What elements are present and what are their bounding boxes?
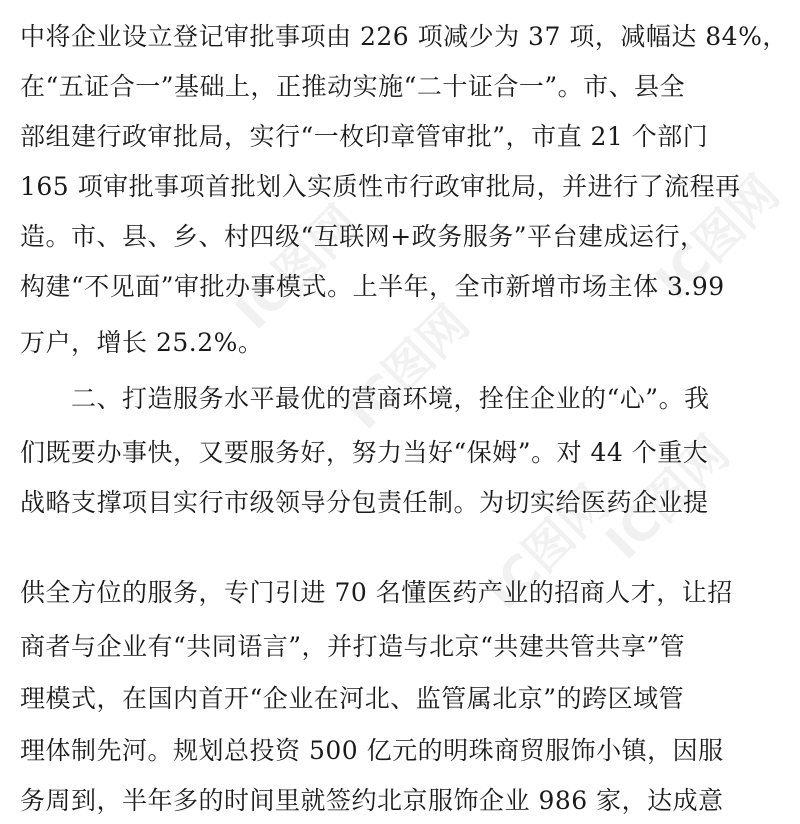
text-line: 部组建行政审批局，实行“一枚印章管审批”，市直 21 个部门: [20, 122, 709, 151]
text-line: 供全方位的服务，专门引进 70 名懂医药产业的招商人才，让招: [20, 578, 733, 607]
text-line: 商者与企业有“共同语言”，并打造与北京“共建共管共享”管: [20, 632, 686, 661]
text-line: 二、打造服务水平最优的营商环境，拴住企业的“心”。我: [20, 384, 710, 413]
text-line: 在“五证合一”基础上，正推动实施“二十证合一”。市、县全: [20, 72, 686, 101]
watermark: IC图网: [595, 425, 741, 571]
text-line: 165 项审批事项首批划入实质性市行政审批局，并进行了流程再: [20, 172, 741, 201]
text-line: 理模式，在国内首开“企业在河北、监管属北京”的跨区域管: [20, 684, 685, 713]
text-line: 务周到，半年多的时间里就签约北京服饰企业 986 家，达成意: [20, 786, 724, 815]
watermark: IC图网: [475, 475, 621, 621]
text-line: 万户，增长 25.2%。: [20, 328, 264, 357]
text-line: 战略支撑项目实行市级领导分包责任制。为切实给医药企业提: [20, 488, 709, 517]
text-line: 造。市、县、乡、村四级“互联网+政务服务”平台建成运行，: [20, 222, 706, 251]
watermark: IC图网: [335, 295, 481, 441]
text-line: 理体制先河。规划总投资 500 亿元的明珠商贸服饰小镇，因服: [20, 736, 724, 765]
text-line: 们既要办事快，又要服务好，努力当好“保姆”。对 44 个重大: [20, 438, 709, 467]
text-line: 构建“不见面”审批办事模式。上半年，全市新增市场主体 3.99: [20, 272, 725, 301]
watermark: IC图网: [225, 195, 371, 341]
text-line: 中将企业设立登记审批事项由 226 项减少为 37 项，减幅达 84%，: [20, 22, 788, 51]
watermark: IC图网: [645, 165, 791, 311]
